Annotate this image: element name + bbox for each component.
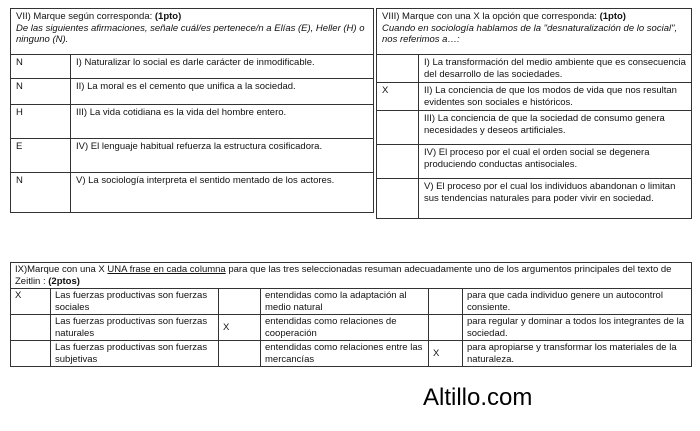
- table-row: [377, 111, 692, 145]
- table-row: [11, 173, 374, 213]
- mark-cell: [219, 341, 261, 367]
- section-9-title-start: IX)Marque con una X: [15, 264, 108, 275]
- section-7-title: VII) Marque según corresponda:: [16, 11, 155, 22]
- mark-cell: [377, 179, 419, 219]
- section-9-table: [10, 262, 692, 367]
- mark-cell: [11, 341, 51, 367]
- section-7-instructions: De las siguientes afirmaciones, señale cuál/es pertenece/n a Elías (E), Heller (H) o ninguno (N).: [16, 22, 365, 45]
- option-cell: I) La transformación del medio ambiente que es consecuencia del desarrollo de las sociedades.: [419, 55, 692, 83]
- mark-cell: [377, 111, 419, 145]
- section-8-title: VIII) Marque con una X la opción que corresponda:: [382, 11, 600, 22]
- phrase-cell: Las fuerzas productivas son fuerzas subjetivas: [51, 341, 219, 367]
- table-row: [377, 83, 692, 111]
- phrase-cell: para apropiarse y transformar los materiales de la naturaleza.: [463, 341, 692, 367]
- answer-cell: N: [11, 173, 71, 213]
- mark-cell: [377, 145, 419, 179]
- section-8-points: (1pto): [599, 11, 626, 22]
- site-brand: Altillo.com: [423, 384, 533, 411]
- answer-cell: E: [11, 139, 71, 173]
- section-7-points: (1pto): [154, 11, 182, 22]
- phrase-cell: entendidas como la adaptación al medio natural: [261, 289, 429, 315]
- table-row: [11, 55, 374, 79]
- section-9-title-underlined: UNA frase en cada columna: [107, 264, 226, 275]
- section-7-table: [10, 8, 374, 213]
- option-cell: IV) El proceso por el cual el orden social se degenera produciendo conductas antisociales.: [419, 145, 692, 179]
- phrase-cell: entendidas como relaciones de cooperación: [261, 315, 429, 341]
- phrase-cell: para que cada individuo genere un autocontrol consiente.: [463, 289, 692, 315]
- section-8-header: [377, 9, 692, 55]
- answer-cell: N: [11, 55, 71, 79]
- option-cell: II) La conciencia de que los modos de vida que nos resultan evidentes son sociales e históricos.: [419, 83, 692, 111]
- section-9-points: (2ptos): [48, 275, 80, 287]
- statement-cell: IV) El lenguaje habitual refuerza la estructura cosificadora.: [71, 139, 374, 173]
- section-9-title-end: para que las tres seleccionadas resuman adecuadamente uno de los argumentos principales del texto de Zeitlin :: [15, 264, 672, 287]
- phrase-cell: para regular y dominar a todos los integrantes de la sociedad.: [463, 315, 692, 341]
- section-8-table: [376, 8, 692, 219]
- statement-cell: V) La sociología interpreta el sentido mentado de los actores.: [71, 173, 374, 213]
- mark-cell: [219, 289, 261, 315]
- mark-cell: [429, 315, 463, 341]
- statement-cell: I) Naturalizar lo social es darle carácter de inmodificable.: [71, 55, 374, 79]
- answer-cell: H: [11, 105, 71, 139]
- table-row: [11, 289, 692, 315]
- statement-cell: II) La moral es el cemento que unifica a la sociedad.: [71, 79, 374, 105]
- statement-cell: III) La vida cotidiana es la vida del hombre entero.: [71, 105, 374, 139]
- section-7-header: [11, 9, 374, 55]
- phrase-cell: Las fuerzas productivas son fuerzas sociales: [51, 289, 219, 315]
- answer-cell: N: [11, 79, 71, 105]
- phrase-cell: Las fuerzas productivas son fuerzas naturales: [51, 315, 219, 341]
- option-cell: V) El proceso por el cual los individuos abandonan o limitan sus tendencias naturales para poder vivir en sociedad.: [419, 179, 692, 219]
- mark-cell: [429, 289, 463, 315]
- mark-cell: X: [11, 289, 51, 315]
- table-row: [377, 55, 692, 83]
- phrase-cell: entendidas como relaciones entre las mercancías: [261, 341, 429, 367]
- option-cell: III) La conciencia de que la sociedad de consumo genera necesidades y deseos artificiales.: [419, 111, 692, 145]
- table-row: [377, 179, 692, 219]
- table-row: [11, 315, 692, 341]
- mark-cell: [11, 315, 51, 341]
- mark-cell: X: [429, 341, 463, 367]
- mark-cell: X: [219, 315, 261, 341]
- table-row: [11, 341, 692, 367]
- table-row: [377, 145, 692, 179]
- mark-cell: X: [377, 83, 419, 111]
- table-row: [11, 139, 374, 173]
- section-9-header: [11, 263, 692, 289]
- mark-cell: [377, 55, 419, 83]
- section-8-instructions: Cuando en sociología hablamos de la "desnaturalización de lo social", nos referimos a…:: [382, 22, 678, 45]
- table-row: [11, 105, 374, 139]
- table-row: [11, 79, 374, 105]
